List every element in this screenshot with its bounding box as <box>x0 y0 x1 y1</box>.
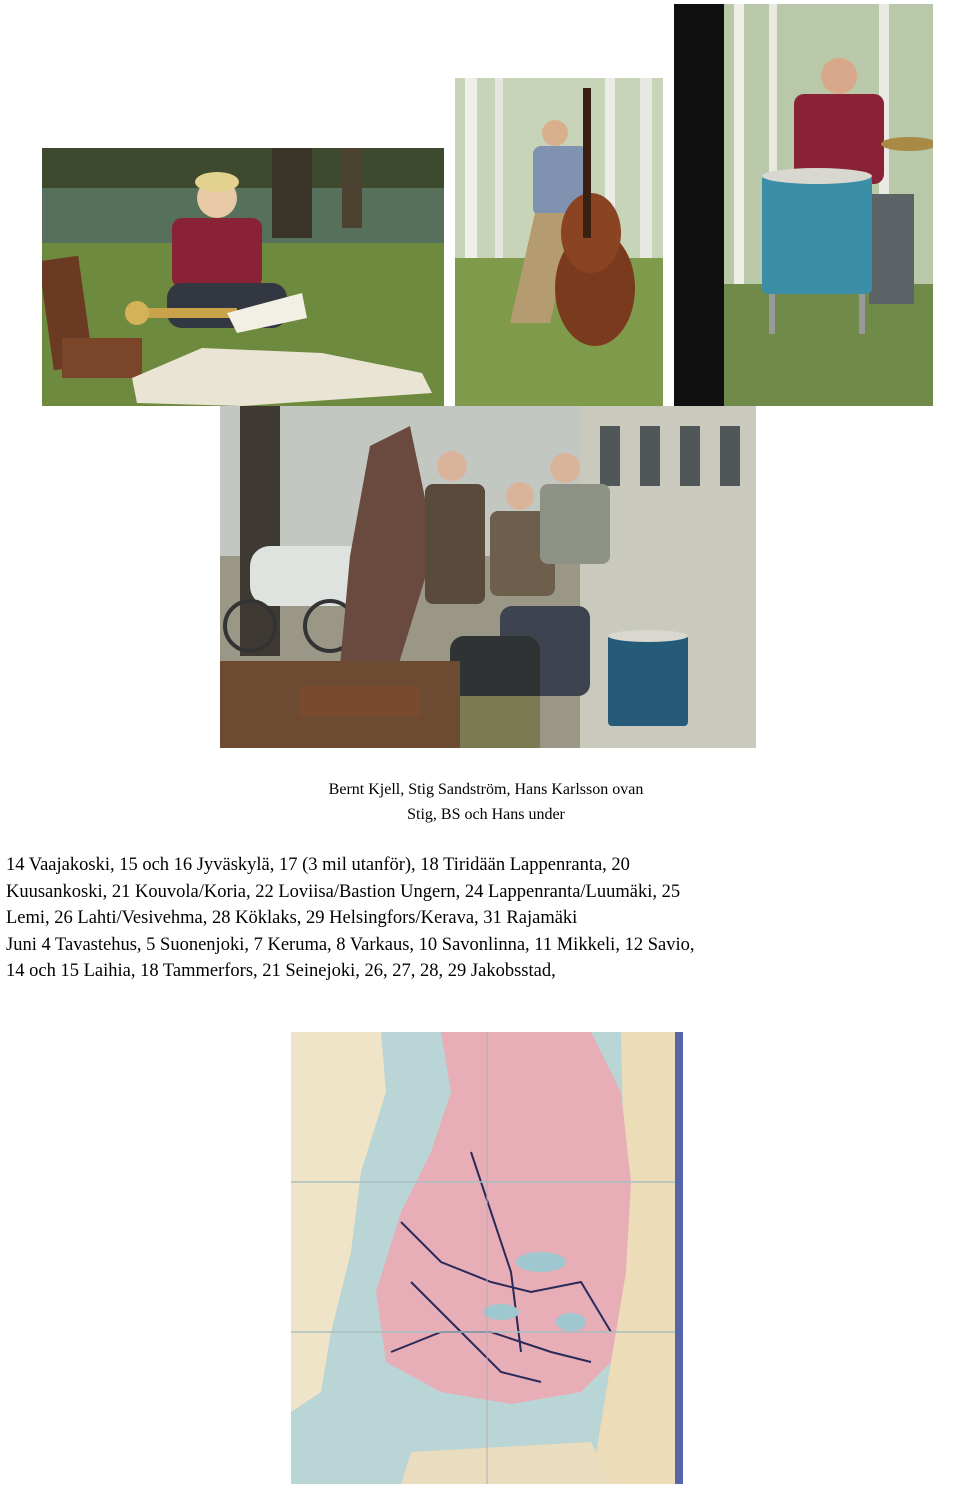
photo-caption-lower: Stig, BS och Hans under <box>407 806 565 823</box>
trumpet-player-photo <box>42 148 444 406</box>
group-photo <box>220 406 756 748</box>
photo-caption-upper: Bernt Kjell, Stig Sandström, Hans Karlsson ovan <box>328 781 644 798</box>
tour-line: 14 Vaajakoski, 15 och 16 Jyväskylä, 17 (3 mil utanför), 18 Tiridään Lappenranta, 20 <box>6 855 630 875</box>
tour-line: Kuusankoski, 21 Kouvola/Koria, 22 Loviisa/Bastion Ungern, 24 Lappenranta/Luumäki, 25 <box>6 881 681 902</box>
tour-line: Juni 4 Tavastehus, 5 Suonenjoki, 7 Keruma, 8 Varkaus, 10 Savonlinna, 11 Mikkeli, 12 Savio, <box>6 934 695 955</box>
tour-line: Lemi, 26 Lahti/Vesivehma, 28 Köklaks, 29 Helsingfors/Kerava, 31 Rajamäki <box>6 908 578 928</box>
tour-line: 14 och 15 Laihia, 18 Tammerfors, 21 Seinejoki, 26, 27, 28, 29 Jakobsstad, <box>6 961 556 981</box>
tour-dates-paragraph <box>6 852 956 985</box>
bass-player-photo <box>455 78 663 406</box>
drummer-photo <box>674 4 933 406</box>
map-of-finland-photo <box>291 1032 683 1484</box>
